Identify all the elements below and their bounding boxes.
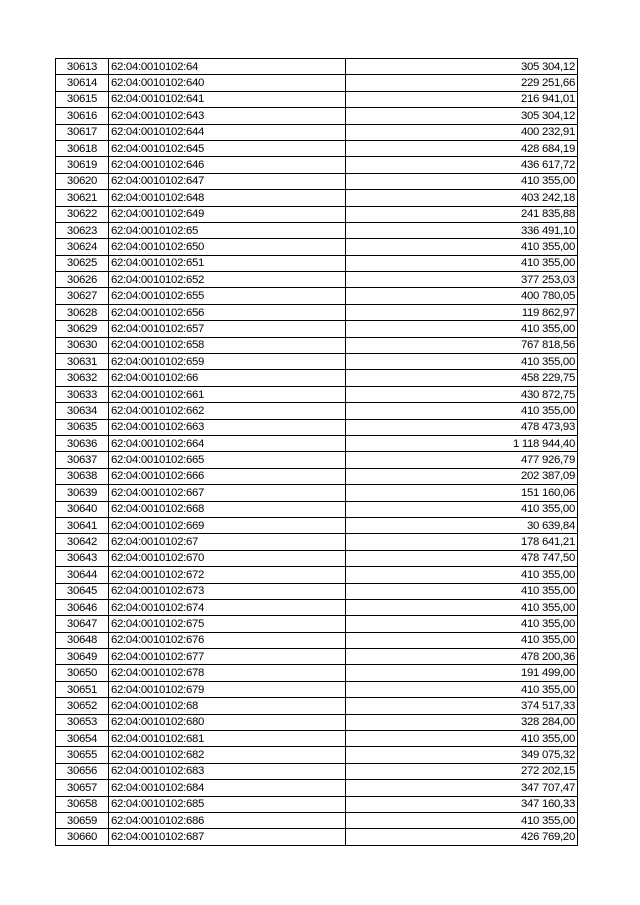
- cadastral-value-cell: 403 242,18: [346, 190, 578, 206]
- cadastral-number-cell: 62:04:0010102:643: [109, 108, 346, 124]
- cadastral-value-cell: 178 641,21: [346, 534, 578, 550]
- row-number-cell: 30619: [56, 157, 109, 173]
- row-number-cell: 30647: [56, 616, 109, 632]
- cadastral-number-cell: 62:04:0010102:678: [109, 665, 346, 681]
- cadastral-value-cell: 347 707,47: [346, 780, 578, 796]
- cadastral-number-cell: 62:04:0010102:640: [109, 75, 346, 91]
- cadastral-number-cell: 62:04:0010102:645: [109, 140, 346, 156]
- table-row: [56, 337, 578, 353]
- cadastral-number-cell: 62:04:0010102:673: [109, 583, 346, 599]
- table-body: [56, 59, 578, 846]
- cadastral-number-cell: 62:04:0010102:665: [109, 452, 346, 468]
- cadastral-number-cell: 62:04:0010102:657: [109, 321, 346, 337]
- row-number-cell: 30648: [56, 632, 109, 648]
- cadastral-number-cell: 62:04:0010102:659: [109, 354, 346, 370]
- cadastral-number-cell: 62:04:0010102:687: [109, 829, 346, 845]
- row-number-cell: 30625: [56, 255, 109, 271]
- table-row: [56, 714, 578, 730]
- cadastral-value-cell: 410 355,00: [346, 812, 578, 828]
- table-row: [56, 731, 578, 747]
- row-number-cell: 30659: [56, 812, 109, 828]
- row-number-cell: 30634: [56, 403, 109, 419]
- cadastral-number-cell: 62:04:0010102:646: [109, 157, 346, 173]
- cadastral-number-cell: 62:04:0010102:65: [109, 222, 346, 238]
- cadastral-number-cell: 62:04:0010102:664: [109, 435, 346, 451]
- row-number-cell: 30614: [56, 75, 109, 91]
- cadastral-value-cell: 374 517,33: [346, 698, 578, 714]
- cadastral-value-cell: 272 202,15: [346, 763, 578, 779]
- cadastral-value-cell: 478 747,50: [346, 550, 578, 566]
- cadastral-number-cell: 62:04:0010102:670: [109, 550, 346, 566]
- cadastral-value-cell: 436 617,72: [346, 157, 578, 173]
- cadastral-number-cell: 62:04:0010102:683: [109, 763, 346, 779]
- table-row: [56, 780, 578, 796]
- cadastral-number-cell: 62:04:0010102:64: [109, 59, 346, 75]
- row-number-cell: 30631: [56, 354, 109, 370]
- table-row: [56, 452, 578, 468]
- table-row: [56, 812, 578, 828]
- table-row: [56, 681, 578, 697]
- table-row: [56, 59, 578, 75]
- cadastral-value-cell: 430 872,75: [346, 386, 578, 402]
- cadastral-value-cell: 410 355,00: [346, 501, 578, 517]
- cadastral-value-cell: 410 355,00: [346, 632, 578, 648]
- table-row: [56, 419, 578, 435]
- row-number-cell: 30633: [56, 386, 109, 402]
- row-number-cell: 30658: [56, 796, 109, 812]
- cadastral-number-cell: 62:04:0010102:686: [109, 812, 346, 828]
- table-row: [56, 255, 578, 271]
- cadastral-number-cell: 62:04:0010102:650: [109, 239, 346, 255]
- cadastral-value-cell: 400 780,05: [346, 288, 578, 304]
- cadastral-number-cell: 62:04:0010102:668: [109, 501, 346, 517]
- cadastral-number-cell: 62:04:0010102:68: [109, 698, 346, 714]
- cadastral-value-cell: 336 491,10: [346, 222, 578, 238]
- table-row: [56, 124, 578, 140]
- cadastral-value-cell: 191 499,00: [346, 665, 578, 681]
- row-number-cell: 30615: [56, 91, 109, 107]
- cadastral-value-cell: 478 200,36: [346, 649, 578, 665]
- row-number-cell: 30622: [56, 206, 109, 222]
- row-number-cell: 30613: [56, 59, 109, 75]
- cadastral-value-cell: 241 835,88: [346, 206, 578, 222]
- cadastral-value-cell: 305 304,12: [346, 108, 578, 124]
- cadastral-number-cell: 62:04:0010102:685: [109, 796, 346, 812]
- cadastral-value-cell: 119 862,97: [346, 304, 578, 320]
- table-row: [56, 485, 578, 501]
- cadastral-value-cell: 410 355,00: [346, 354, 578, 370]
- cadastral-value-cell: 410 355,00: [346, 321, 578, 337]
- cadastral-number-cell: 62:04:0010102:661: [109, 386, 346, 402]
- cadastral-value-cell: 410 355,00: [346, 599, 578, 615]
- cadastral-number-cell: 62:04:0010102:669: [109, 517, 346, 533]
- table-row: [56, 288, 578, 304]
- table-row: [56, 403, 578, 419]
- row-number-cell: 30652: [56, 698, 109, 714]
- cadastral-number-cell: 62:04:0010102:662: [109, 403, 346, 419]
- row-number-cell: 30660: [56, 829, 109, 845]
- table-row: [56, 583, 578, 599]
- cadastral-number-cell: 62:04:0010102:651: [109, 255, 346, 271]
- cadastral-number-cell: 62:04:0010102:684: [109, 780, 346, 796]
- cadastral-value-cell: 349 075,32: [346, 747, 578, 763]
- row-number-cell: 30630: [56, 337, 109, 353]
- cadastral-value-cell: 347 160,33: [346, 796, 578, 812]
- table-row: [56, 190, 578, 206]
- row-number-cell: 30650: [56, 665, 109, 681]
- cadastral-number-cell: 62:04:0010102:663: [109, 419, 346, 435]
- cadastral-number-cell: 62:04:0010102:682: [109, 747, 346, 763]
- row-number-cell: 30616: [56, 108, 109, 124]
- cadastral-number-cell: 62:04:0010102:676: [109, 632, 346, 648]
- table-row: [56, 354, 578, 370]
- cadastral-value-cell: 477 926,79: [346, 452, 578, 468]
- table-row: [56, 468, 578, 484]
- cadastral-value-cell: 410 355,00: [346, 567, 578, 583]
- table-row: [56, 649, 578, 665]
- row-number-cell: 30642: [56, 534, 109, 550]
- row-number-cell: 30637: [56, 452, 109, 468]
- cadastral-value-cell: 305 304,12: [346, 59, 578, 75]
- cadastral-value-cell: 410 355,00: [346, 583, 578, 599]
- table-row: [56, 75, 578, 91]
- table-row: [56, 173, 578, 189]
- table-row: [56, 796, 578, 812]
- cadastral-value-cell: 151 160,06: [346, 485, 578, 501]
- cadastral-value-cell: 1 118 944,40: [346, 435, 578, 451]
- row-number-cell: 30632: [56, 370, 109, 386]
- cadastral-number-cell: 62:04:0010102:674: [109, 599, 346, 615]
- row-number-cell: 30621: [56, 190, 109, 206]
- cadastral-number-cell: 62:04:0010102:656: [109, 304, 346, 320]
- cadastral-number-cell: 62:04:0010102:658: [109, 337, 346, 353]
- table-row: [56, 698, 578, 714]
- table-row: [56, 108, 578, 124]
- row-number-cell: 30649: [56, 649, 109, 665]
- table-row: [56, 747, 578, 763]
- table-row: [56, 206, 578, 222]
- table-row: [56, 272, 578, 288]
- row-number-cell: 30626: [56, 272, 109, 288]
- table-row: [56, 157, 578, 173]
- table-row: [56, 665, 578, 681]
- cadastral-value-cell: 410 355,00: [346, 239, 578, 255]
- row-number-cell: 30636: [56, 435, 109, 451]
- row-number-cell: 30651: [56, 681, 109, 697]
- row-number-cell: 30653: [56, 714, 109, 730]
- cadastral-number-cell: 62:04:0010102:672: [109, 567, 346, 583]
- cadastral-number-cell: 62:04:0010102:677: [109, 649, 346, 665]
- row-number-cell: 30623: [56, 222, 109, 238]
- row-number-cell: 30643: [56, 550, 109, 566]
- table-row: [56, 763, 578, 779]
- table-row: [56, 435, 578, 451]
- table-row: [56, 222, 578, 238]
- table-row: [56, 140, 578, 156]
- row-number-cell: 30628: [56, 304, 109, 320]
- cadastral-value-cell: 410 355,00: [346, 681, 578, 697]
- table-row: [56, 567, 578, 583]
- cadastral-value-cell: 202 387,09: [346, 468, 578, 484]
- cadastral-number-cell: 62:04:0010102:66: [109, 370, 346, 386]
- table-row: [56, 501, 578, 517]
- cadastral-value-cell: 428 684,19: [346, 140, 578, 156]
- table-row: [56, 534, 578, 550]
- cadastral-value-cell: 377 253,03: [346, 272, 578, 288]
- cadastral-number-cell: 62:04:0010102:680: [109, 714, 346, 730]
- table-row: [56, 386, 578, 402]
- cadastral-number-cell: 62:04:0010102:649: [109, 206, 346, 222]
- row-number-cell: 30654: [56, 731, 109, 747]
- cadastral-number-cell: 62:04:0010102:681: [109, 731, 346, 747]
- table-row: [56, 632, 578, 648]
- row-number-cell: 30644: [56, 567, 109, 583]
- row-number-cell: 30638: [56, 468, 109, 484]
- table-row: [56, 239, 578, 255]
- row-number-cell: 30641: [56, 517, 109, 533]
- cadastral-value-cell: 458 229,75: [346, 370, 578, 386]
- cadastral-value-cell: 478 473,93: [346, 419, 578, 435]
- cadastral-value-cell: 400 232,91: [346, 124, 578, 140]
- cadastral-value-cell: 767 818,56: [346, 337, 578, 353]
- cadastral-value-cell: 426 769,20: [346, 829, 578, 845]
- cadastral-value-cell: 410 355,00: [346, 403, 578, 419]
- cadastral-value-cell: 410 355,00: [346, 731, 578, 747]
- cadastral-number-cell: 62:04:0010102:652: [109, 272, 346, 288]
- table-row: [56, 517, 578, 533]
- table-row: [56, 91, 578, 107]
- row-number-cell: 30620: [56, 173, 109, 189]
- cadastral-value-cell: 30 639,84: [346, 517, 578, 533]
- row-number-cell: 30646: [56, 599, 109, 615]
- row-number-cell: 30617: [56, 124, 109, 140]
- table-row: [56, 321, 578, 337]
- row-number-cell: 30656: [56, 763, 109, 779]
- row-number-cell: 30640: [56, 501, 109, 517]
- table-row: [56, 304, 578, 320]
- cadastral-number-cell: 62:04:0010102:655: [109, 288, 346, 304]
- cadastral-number-cell: 62:04:0010102:647: [109, 173, 346, 189]
- row-number-cell: 30624: [56, 239, 109, 255]
- cadastral-number-cell: 62:04:0010102:641: [109, 91, 346, 107]
- table-row: [56, 599, 578, 615]
- row-number-cell: 30655: [56, 747, 109, 763]
- table-row: [56, 616, 578, 632]
- table-row: [56, 550, 578, 566]
- cadastral-number-cell: 62:04:0010102:667: [109, 485, 346, 501]
- cadastral-number-cell: 62:04:0010102:648: [109, 190, 346, 206]
- row-number-cell: 30627: [56, 288, 109, 304]
- cadastral-value-cell: 410 355,00: [346, 173, 578, 189]
- row-number-cell: 30618: [56, 140, 109, 156]
- cadastral-value-cell: 328 284,00: [346, 714, 578, 730]
- row-number-cell: 30629: [56, 321, 109, 337]
- table-row: [56, 829, 578, 845]
- cadastral-number-cell: 62:04:0010102:666: [109, 468, 346, 484]
- row-number-cell: 30639: [56, 485, 109, 501]
- row-number-cell: 30645: [56, 583, 109, 599]
- cadastral-number-cell: 62:04:0010102:644: [109, 124, 346, 140]
- row-number-cell: 30657: [56, 780, 109, 796]
- cadastral-number-cell: 62:04:0010102:679: [109, 681, 346, 697]
- cadastral-number-cell: 62:04:0010102:67: [109, 534, 346, 550]
- row-number-cell: 30635: [56, 419, 109, 435]
- cadastral-value-cell: 216 941,01: [346, 91, 578, 107]
- cadastral-number-cell: 62:04:0010102:675: [109, 616, 346, 632]
- cadastral-value-table: [55, 58, 578, 846]
- cadastral-value-cell: 229 251,66: [346, 75, 578, 91]
- cadastral-value-cell: 410 355,00: [346, 616, 578, 632]
- cadastral-value-cell: 410 355,00: [346, 255, 578, 271]
- table-row: [56, 370, 578, 386]
